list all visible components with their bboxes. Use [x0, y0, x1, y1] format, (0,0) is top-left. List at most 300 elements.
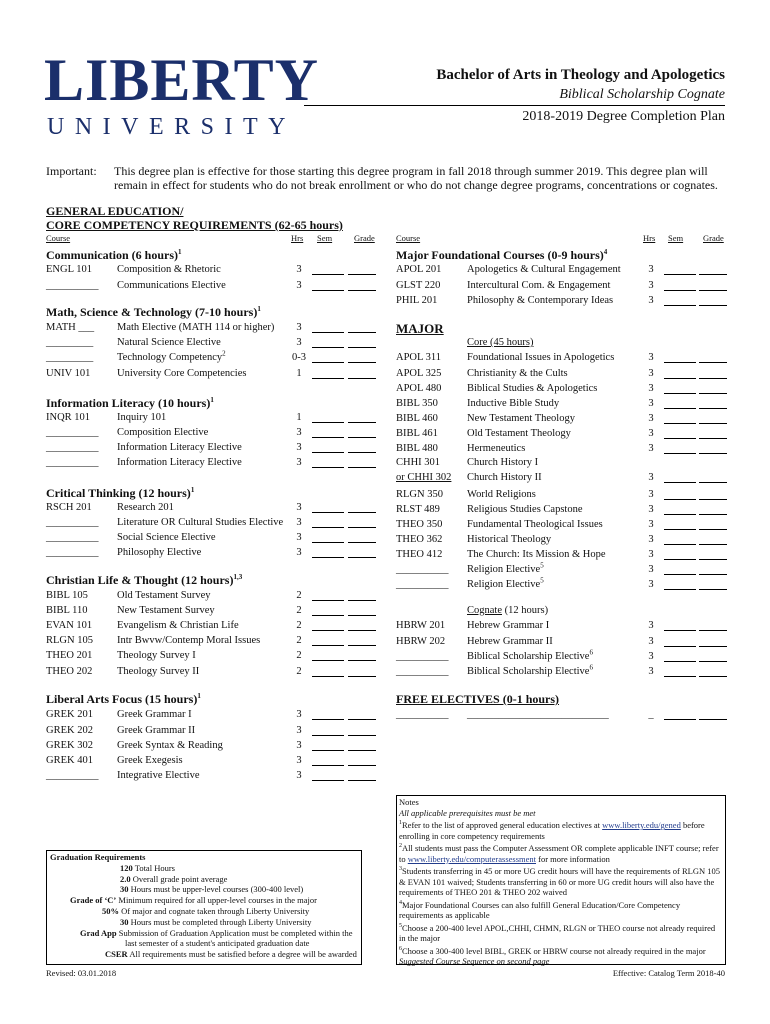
grad-requirement	[50, 863, 358, 874]
core-row-code: APOL 325	[396, 368, 442, 379]
core-row-hrs: 3	[648, 398, 654, 409]
grad-requirement	[50, 884, 358, 895]
course-row-sem-field[interactable]	[312, 518, 344, 528]
left-group-4-title	[46, 573, 242, 588]
core-row-name	[467, 441, 525, 456]
course-row-name-text: Inquiry 101	[117, 412, 167, 423]
core-row-grade-field[interactable]	[699, 520, 727, 530]
core-row-name	[467, 577, 544, 592]
note-1: $^1$Refer to the list of approved general education electives at www.liberty.edu/gened before enrolling in core competency requirements	[399, 820, 705, 841]
grad-requirement-key: 120	[120, 862, 133, 873]
course-row-name-text: Theology Survey II	[117, 666, 200, 677]
grad-requirement-value: Overall grade point average	[130, 873, 228, 884]
course-row-code: THEO 202	[46, 666, 93, 677]
course-row-name	[117, 440, 242, 455]
course-row-sem-field[interactable]	[312, 621, 344, 631]
free-electives-title: FREE ELECTIVES (0-1 hours)	[396, 692, 560, 706]
core-row-name-text: Foundational Issues in Apologetics	[467, 352, 615, 363]
course-row-name-text: Information Literacy Elective	[117, 457, 242, 468]
cognate-row-footnote: 6	[589, 663, 593, 672]
mfc-row-name	[467, 262, 621, 277]
col-course-left: Course	[46, 233, 71, 243]
core-row-hrs: 3	[648, 352, 654, 363]
chhi-code-2: or CHHI 302	[396, 472, 452, 483]
grad-requirement-value: All requirements must be satisfied before a degree will be awarded	[127, 949, 357, 960]
left-group-0-title	[46, 248, 182, 263]
course-row-name	[117, 707, 192, 722]
course-row-name-text: Evangelism & Christian Life	[117, 620, 239, 631]
cognate-row-sem-field[interactable]	[664, 667, 696, 677]
notes-sequence: Suggested Course Sequence on second page	[399, 956, 550, 967]
left-group-5-title-footnote: 1	[197, 692, 201, 700]
course-row-grade-field[interactable]	[348, 323, 376, 333]
core-row-grade-field[interactable]	[699, 384, 727, 394]
page-title: Bachelor of Arts in Theology and Apologetics	[436, 67, 725, 83]
course-row-sem-field[interactable]	[312, 756, 344, 766]
core-row-grade-field[interactable]	[699, 565, 727, 575]
cognate-row-name-text: Hebrew Grammar I	[467, 620, 550, 631]
cognate-label-text: Cognate	[467, 605, 502, 616]
core-row-grade-field[interactable]	[699, 535, 727, 545]
course-row-hrs: 3	[296, 322, 302, 333]
course-row-code: __________	[46, 427, 99, 438]
core-row-grade-field[interactable]	[699, 505, 727, 515]
course-row-code: EVAN 101	[46, 620, 93, 631]
grad-requirement-key: 30	[120, 916, 129, 927]
course-row-name	[117, 278, 226, 293]
course-row-name-text: Communications Elective	[117, 280, 226, 291]
course-row-grade-field[interactable]	[348, 503, 376, 513]
core-row-sem-field[interactable]	[664, 384, 696, 394]
col-course-right: Course	[396, 233, 421, 243]
grad-requirement	[50, 938, 358, 949]
gened-link[interactable]: www.liberty.edu/gened	[602, 820, 681, 831]
core-row-hrs: 3	[648, 504, 654, 515]
course-row-code: GREK 201	[46, 709, 93, 720]
course-row-grade-field[interactable]	[348, 741, 376, 751]
course-row-sem-field[interactable]	[312, 726, 344, 736]
course-row-hrs: 2	[296, 590, 302, 601]
mfc-title-footnote: 4	[603, 248, 608, 256]
course-row-name	[117, 515, 283, 530]
grad-requirement	[50, 895, 358, 906]
course-row-sem-field[interactable]	[312, 741, 344, 751]
mfc-row-sem-field[interactable]	[664, 296, 696, 306]
course-row-sem-field[interactable]	[312, 369, 344, 379]
grad-requirement-value: Minimum required for all upper-level courses in the major	[116, 895, 317, 906]
chhi-name-1: Church History I	[467, 457, 539, 468]
left-group-4-title-text: Christian Life & Thought (12 hours)	[46, 573, 234, 587]
gen-ed-heading: GENERAL EDUCATION/	[46, 204, 184, 218]
course-row-sem-field[interactable]	[312, 503, 344, 513]
cognate-row-sem-field[interactable]	[664, 637, 696, 647]
core-row-sem-field[interactable]	[664, 429, 696, 439]
course-row-code: INQR 101	[46, 412, 91, 423]
core-row-name-text: Fundamental Theological Issues	[467, 519, 603, 530]
important-text: This degree plan is effective for those starting this degree program in fall 2018 through summer 2019. This degree plan will remain in effect for students who do not break enrollment or who do not change degree programs, concentrations or cognates.	[114, 164, 718, 192]
core-row-name	[467, 350, 614, 365]
mfc-row-sem-field[interactable]	[664, 265, 696, 275]
course-row-sem-field[interactable]	[312, 443, 344, 453]
course-row-hrs: 3	[296, 264, 302, 275]
course-row-name	[117, 410, 166, 425]
grad-requirement	[50, 874, 358, 885]
cognate-row-code: HBRW 201	[396, 620, 446, 631]
course-row-grade-field[interactable]	[348, 413, 376, 423]
core-row-hrs: 3	[648, 549, 654, 560]
left-group-1-title-text: Math, Science & Technology (7-10 hours)	[46, 305, 258, 319]
course-row-code: _________	[46, 337, 94, 348]
course-row-name-text: Information Literacy Elective	[117, 442, 242, 453]
course-row-hrs: 3	[296, 709, 302, 720]
cognate-row-grade-field[interactable]	[699, 667, 727, 677]
logo-university: UNIVERSITY	[47, 114, 296, 140]
course-row-code: __________	[46, 280, 99, 291]
course-row-name	[117, 768, 200, 783]
course-row-sem-field[interactable]	[312, 428, 344, 438]
course-row-name-text: Composition & Rhetoric	[117, 264, 221, 275]
mfc-row-name	[467, 293, 613, 308]
course-row-grade-field[interactable]	[348, 651, 376, 661]
mfc-row-name-text: Apologetics & Cultural Engagement	[467, 264, 621, 275]
note-2: $^2$All students must pass the Computer Assessment OR complete applicable INFT course; refer to www.liberty.edu/computerassessment for more information	[399, 843, 719, 864]
core-row-sem-field[interactable]	[664, 399, 696, 409]
core-row-code: __________	[396, 579, 449, 590]
chhi-name-2: Church History II	[467, 472, 542, 483]
core-competency-heading: CORE COMPETENCY REQUIREMENTS (62-65 hours)	[46, 218, 343, 232]
core-row-grade-field[interactable]	[699, 414, 727, 424]
course-row-name-text: New Testament Survey	[117, 605, 215, 616]
cognate-row-name	[467, 649, 593, 664]
course-row-sem-field[interactable]	[312, 606, 344, 616]
core-row-grade-field[interactable]	[699, 580, 727, 590]
course-row-name-text: Philosophy Elective	[117, 547, 202, 558]
course-row-grade-field[interactable]	[348, 636, 376, 646]
cognate-row-code: HBRW 202	[396, 636, 446, 647]
course-row-grade-field[interactable]	[348, 443, 376, 453]
course-row-name	[117, 335, 221, 350]
core-row-sem-field[interactable]	[664, 565, 696, 575]
mfc-row-name	[467, 278, 610, 293]
core-row-hrs: 3	[648, 413, 654, 424]
course-row-sem-field[interactable]	[312, 281, 344, 291]
course-row-name-text: University Core Competencies	[117, 368, 247, 379]
left-group-2-title	[46, 396, 214, 411]
mfc-row-grade-field[interactable]	[699, 281, 727, 291]
core-row-name-text: Biblical Studies & Apologetics	[467, 383, 598, 394]
core-row-name	[467, 426, 571, 441]
mfc-row-grade-field[interactable]	[699, 265, 727, 275]
cognate-row-sem-field[interactable]	[664, 621, 696, 631]
left-group-0-title-text: Communication (6 hours)	[46, 248, 179, 262]
core-row-grade-field[interactable]	[699, 369, 727, 379]
core-row-name	[467, 547, 606, 562]
course-row-grade-field[interactable]	[348, 591, 376, 601]
course-row-grade-field[interactable]	[348, 771, 376, 781]
course-row-name	[117, 545, 201, 560]
course-row-sem-field[interactable]	[312, 533, 344, 543]
course-row-grade-field[interactable]	[348, 667, 376, 677]
course-row-grade-field[interactable]	[348, 369, 376, 379]
core-row-code: THEO 350	[396, 519, 443, 530]
left-group-1-title-footnote: 1	[257, 305, 261, 313]
effective-term: Effective: Catalog Term 2018-40	[612, 968, 725, 978]
course-row-grade-field[interactable]	[348, 533, 376, 543]
course-row-grade-field[interactable]	[348, 621, 376, 631]
course-row-hrs: 1	[296, 368, 302, 379]
course-row-footnote: 2	[222, 349, 226, 358]
core-row-code: APOL 311	[396, 352, 442, 363]
cognate-row-sem-field[interactable]	[664, 652, 696, 662]
course-row-code: ENGL 101	[46, 264, 92, 275]
free-elective-name: ___________________________	[467, 709, 609, 720]
course-row-hrs: 3	[296, 755, 302, 766]
core-row-grade-field[interactable]	[699, 550, 727, 560]
course-row-sem-field[interactable]	[312, 338, 344, 348]
core-row-grade-field[interactable]	[699, 399, 727, 409]
core-row-name-text: Christianity & the Cults	[467, 368, 568, 379]
left-group-2-title-footnote: 1	[210, 396, 214, 404]
course-row-code: RLGN 105	[46, 635, 93, 646]
chhi-grade-field[interactable]	[699, 473, 727, 483]
grad-requirement	[50, 928, 358, 939]
cognate-row-code: __________	[396, 651, 449, 662]
core-row-code: RLGN 350	[396, 489, 443, 500]
core-row-hrs: 3	[648, 579, 654, 590]
course-row-name	[117, 366, 246, 381]
course-row-sem-field[interactable]	[312, 636, 344, 646]
revised-date: Revised: 03.01.2018	[46, 968, 117, 978]
course-row-sem-field[interactable]	[312, 353, 344, 363]
notes-box	[396, 795, 726, 965]
course-row-code: BIBL 105	[46, 590, 88, 601]
course-row-name-text: Theology Survey I	[117, 650, 196, 661]
course-row-code: THEO 201	[46, 650, 93, 661]
mfc-title	[396, 248, 607, 263]
course-row-name-text: Technology Competency	[117, 352, 223, 363]
grad-requirement	[50, 917, 358, 928]
course-row-hrs: 2	[296, 605, 302, 616]
cognate-row-grade-field[interactable]	[699, 637, 727, 647]
notes-prereq: All applicable prerequisites must be met	[399, 807, 536, 818]
core-row-grade-field[interactable]	[699, 429, 727, 439]
core-row-sem-field[interactable]	[664, 353, 696, 363]
core-row-sem-field[interactable]	[664, 414, 696, 424]
core-row-name-text: Historical Theology	[467, 534, 552, 545]
cognate-row-footnote: 6	[589, 648, 593, 657]
course-row-sem-field[interactable]	[312, 651, 344, 661]
course-row-sem-field[interactable]	[312, 591, 344, 601]
computer-assessment-link[interactable]: www.liberty.edu/computerassessment	[407, 853, 537, 864]
core-row-sem-field[interactable]	[664, 505, 696, 515]
course-row-hrs: 3	[296, 502, 302, 513]
left-group-3-title-footnote: 1	[190, 486, 195, 494]
course-row-name-text: Literature OR Cultural Studies Elective	[117, 517, 284, 528]
free-elective-grade-field[interactable]	[699, 710, 727, 720]
col-grade-left: Grade	[354, 233, 375, 243]
core-row-hrs: 3	[648, 564, 654, 575]
mfc-row-hrs: 3	[648, 280, 654, 291]
course-row-code: __________	[46, 457, 99, 468]
left-group-4-title-footnote: 1,3	[233, 573, 243, 581]
core-row-footnote: 5	[540, 576, 544, 585]
course-row-grade-field[interactable]	[348, 428, 376, 438]
course-row-hrs: 3	[296, 457, 302, 468]
grad-requirement-value: last semester of a student's anticipated graduation date	[125, 938, 310, 949]
course-row-grade-field[interactable]	[348, 518, 376, 528]
core-row-name-text: Religion Elective	[467, 564, 541, 575]
note-4: $^4$Major Foundational Courses can also fulfill General Education/Core Competency requirements as applicable	[399, 899, 681, 921]
course-row-name	[117, 664, 199, 679]
major-title: MAJOR	[396, 321, 444, 336]
course-row-name	[117, 648, 196, 663]
core-row-name	[467, 562, 544, 577]
course-row-grade-field[interactable]	[348, 458, 376, 468]
course-row-grade-field[interactable]	[348, 338, 376, 348]
course-row-code: __________	[46, 442, 99, 453]
cognate-row-grade-field[interactable]	[699, 621, 727, 631]
grad-requirement-value: Total Hours	[132, 862, 175, 873]
mfc-row-hrs: 3	[648, 295, 654, 306]
course-row-name-text: Greek Exegesis	[117, 755, 183, 766]
course-row-name-text: Research 201	[117, 502, 174, 513]
core-row-code: THEO 362	[396, 534, 443, 545]
course-row-hrs: 2	[296, 650, 302, 661]
course-row-hrs: 3	[296, 337, 302, 348]
course-row-grade-field[interactable]	[348, 281, 376, 291]
course-row-name-text: Integrative Elective	[117, 770, 200, 781]
course-row-sem-field[interactable]	[312, 710, 344, 720]
grad-requirement-value: Hours must be upper-level courses (300-400 level)	[128, 884, 304, 895]
mfc-row-code: PHIL 201	[396, 295, 438, 306]
left-group-3-title-text: Critical Thinking (12 hours)	[46, 486, 191, 500]
cognate-label	[467, 603, 548, 618]
grad-requirement-key: Grade of ‘C’	[70, 895, 117, 906]
course-row-name	[117, 738, 223, 753]
core-row-name-text: World Religions	[467, 489, 536, 500]
course-row-grade-field[interactable]	[348, 606, 376, 616]
mfc-title-text: Major Foundational Courses (0-9 hours)	[396, 248, 604, 262]
cognate-row-name	[467, 664, 593, 679]
core-row-name	[467, 396, 559, 411]
grad-requirement-value: Hours must be completed through Liberty University	[128, 916, 312, 927]
core-row-grade-field[interactable]	[699, 444, 727, 454]
mfc-row-code: APOL 201	[396, 264, 442, 275]
mfc-row-sem-field[interactable]	[664, 281, 696, 291]
course-row-grade-field[interactable]	[348, 353, 376, 363]
left-group-3-title	[46, 486, 194, 501]
note-6: $^6$Choose a 300-400 level BIBL, GREK or HBRW course not already required in the major	[399, 945, 706, 956]
core-row-sem-field[interactable]	[664, 550, 696, 560]
course-row-grade-field[interactable]	[348, 710, 376, 720]
mfc-row-name-text: Philosophy & Contemporary Ideas	[467, 295, 614, 306]
core-row-code: BIBL 461	[396, 428, 438, 439]
course-row-grade-field[interactable]	[348, 726, 376, 736]
course-row-grade-field[interactable]	[348, 548, 376, 558]
core-row-sem-field[interactable]	[664, 535, 696, 545]
core-row-name-text: The Church: Its Mission & Hope	[467, 549, 606, 560]
core-row-name	[467, 411, 575, 426]
course-row-sem-field[interactable]	[312, 771, 344, 781]
core-row-name-text: Hermeneutics	[467, 443, 526, 454]
course-row-code: _________	[46, 352, 94, 363]
col-sem-left: Sem	[317, 233, 333, 243]
core-row-sem-field[interactable]	[664, 369, 696, 379]
core-row-sem-field[interactable]	[664, 520, 696, 530]
grad-requirement	[50, 949, 358, 960]
core-row-code: APOL 480	[396, 383, 442, 394]
core-row-name-text: Old Testament Theology	[467, 428, 571, 439]
mfc-row-grade-field[interactable]	[699, 296, 727, 306]
core-row-name-text: Religious Studies Capstone	[467, 504, 583, 515]
core-row-name	[467, 366, 568, 381]
course-row-name-text: Intr Bwvw/Contemp Moral Issues	[117, 635, 261, 646]
core-row-hrs: 3	[648, 534, 654, 545]
page-subtitle: Biblical Scholarship Cognate	[559, 87, 725, 102]
course-row-hrs: 1	[296, 412, 302, 423]
course-row-hrs: 2	[296, 635, 302, 646]
course-row-name	[117, 633, 260, 648]
core-row-name-text: Religion Elective	[467, 579, 541, 590]
course-row-sem-field[interactable]	[312, 667, 344, 677]
course-row-hrs: 3	[296, 442, 302, 453]
cognate-row-code: __________	[396, 666, 449, 677]
note-3: $^3$Students transferring in 45 or more UG credit hours will have the requirements of RLGN 105 & EVAN 101 waived; Students transferring in 60 or more UG credit hours will also have the requirements of THEO 201 & THEO 202 waived	[399, 866, 720, 898]
core-row-grade-field[interactable]	[699, 353, 727, 363]
course-row-name	[117, 603, 215, 618]
core-row-name-text: Inductive Bible Study	[467, 398, 560, 409]
core-row-hrs: 3	[648, 519, 654, 530]
core-row-grade-field[interactable]	[699, 490, 727, 500]
course-row-name-text: Greek Syntax & Reading	[117, 740, 223, 751]
course-row-code: RSCH 201	[46, 502, 92, 513]
free-elective-code: __________	[396, 709, 449, 720]
course-row-sem-field[interactable]	[312, 458, 344, 468]
cognate-row-grade-field[interactable]	[699, 652, 727, 662]
core-row-sem-field[interactable]	[664, 490, 696, 500]
course-row-name	[117, 455, 242, 470]
grad-requirement-key: 2.0	[120, 873, 131, 884]
course-row-name	[117, 262, 221, 277]
core-row-sem-field[interactable]	[664, 444, 696, 454]
core-row-name	[467, 532, 551, 547]
course-row-sem-field[interactable]	[312, 413, 344, 423]
left-group-1-title	[46, 305, 261, 320]
important-label: Important:	[46, 164, 97, 178]
cognate-hours: (12 hours)	[502, 605, 549, 616]
course-row-hrs: 2	[296, 620, 302, 631]
course-row-grade-field[interactable]	[348, 265, 376, 275]
course-row-code: GREK 202	[46, 725, 93, 736]
core-row-code: BIBL 480	[396, 443, 438, 454]
course-row-grade-field[interactable]	[348, 756, 376, 766]
core-row-code: THEO 412	[396, 549, 443, 560]
course-row-hrs: 3	[296, 517, 302, 528]
course-row-sem-field[interactable]	[312, 548, 344, 558]
course-row-code: __________	[46, 770, 99, 781]
free-elective-sem-field[interactable]	[664, 710, 696, 720]
chhi-sem-field[interactable]	[664, 473, 696, 483]
cognate-row-name-text: Hebrew Grammar II	[467, 636, 553, 647]
mfc-row-name-text: Intercultural Com. & Engagement	[467, 280, 611, 291]
cognate-row-name-text: Biblical Scholarship Elective	[467, 666, 590, 677]
course-row-name	[117, 723, 195, 738]
course-row-sem-field[interactable]	[312, 323, 344, 333]
core-row-name	[467, 381, 597, 396]
course-row-sem-field[interactable]	[312, 265, 344, 275]
core-row-sem-field[interactable]	[664, 580, 696, 590]
course-row-name-text: Math Elective (MATH 114 or higher)	[117, 322, 275, 333]
